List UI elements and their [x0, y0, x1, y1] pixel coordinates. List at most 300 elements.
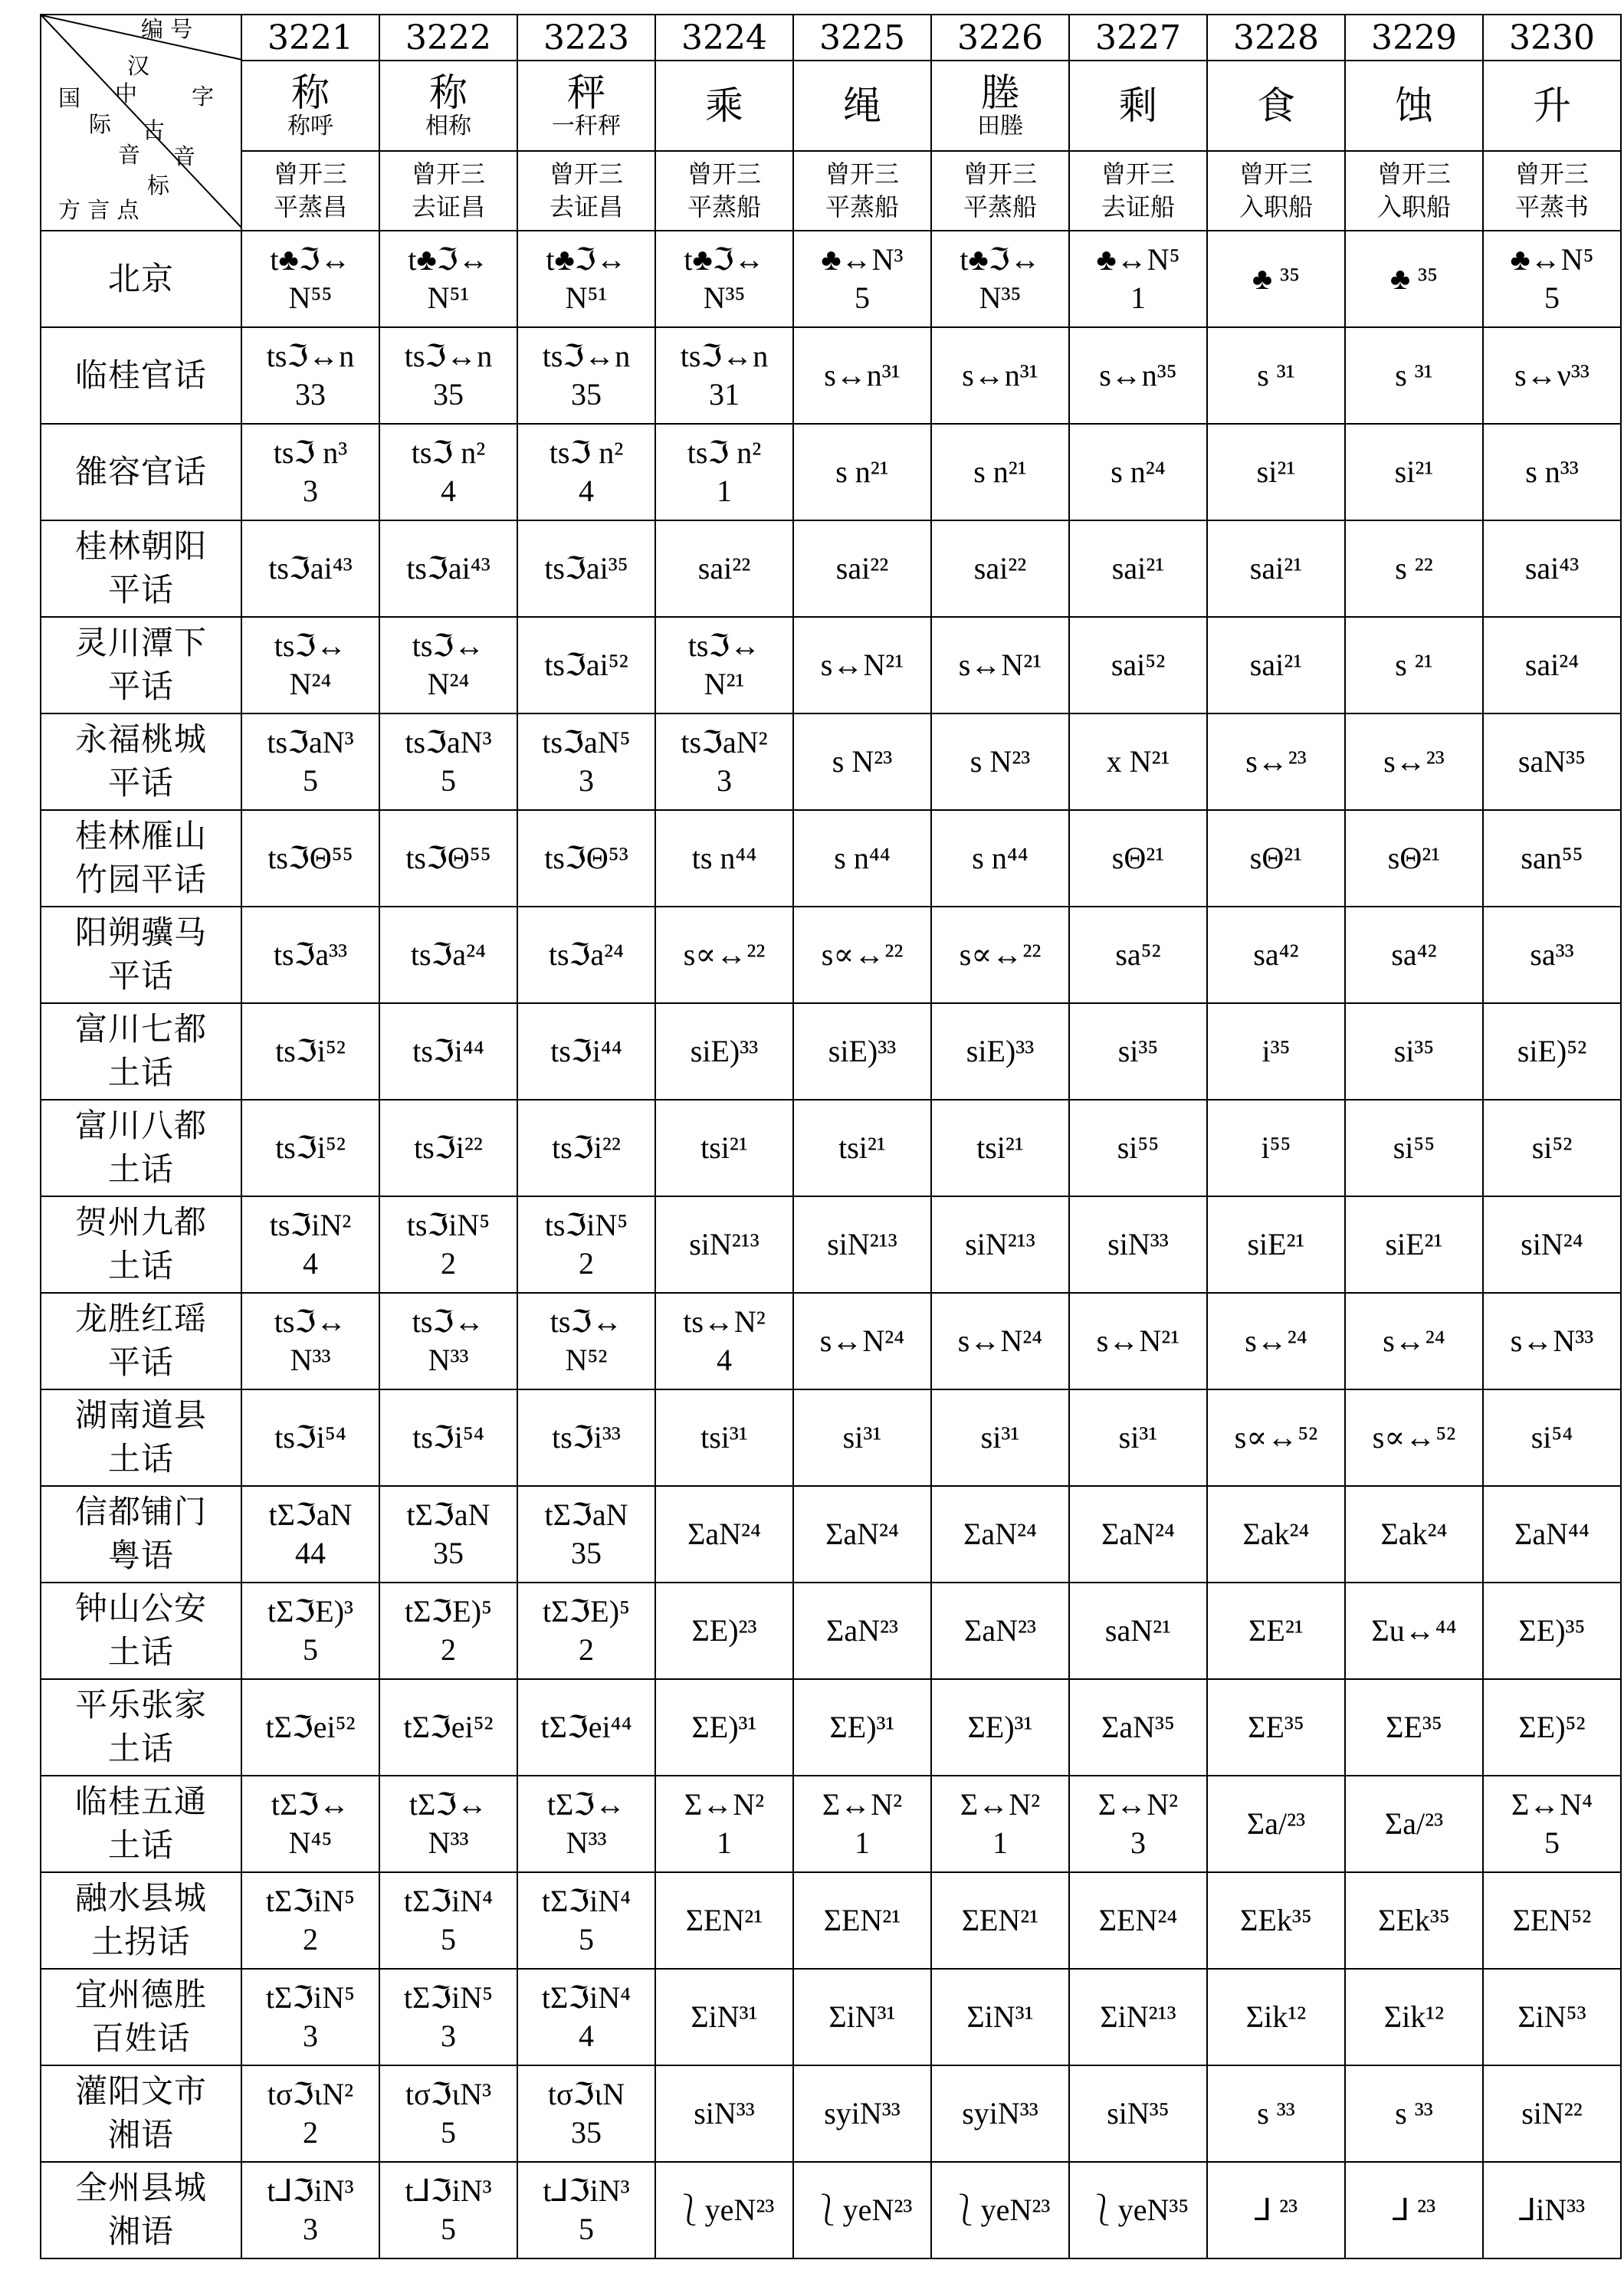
pronunciation-cell [655, 810, 793, 907]
pronunciation-cell [1069, 1872, 1207, 1969]
pronunciation-cell [655, 1969, 793, 2065]
pronunciation-cell [931, 1679, 1069, 1776]
pronunciation-line: tsℑiN⁵ [406, 1208, 490, 1242]
pronunciation-cell [1345, 810, 1483, 907]
pronunciation-line: ⎱yeN²³ [674, 2193, 775, 2227]
pronunciation-cell [931, 2065, 1069, 2162]
dialect-point [41, 1776, 241, 1872]
table-row [41, 1969, 1621, 2065]
dialect-point [41, 1679, 241, 1776]
column-number: 3225 [793, 15, 931, 61]
table-row [41, 810, 1621, 907]
pronunciation-line: tΣℑaN [406, 1497, 490, 1532]
table-row [41, 1293, 1621, 1389]
pronunciation-line: ΣaN²⁴ [687, 1517, 761, 1551]
dialect-point-line: 土话 [107, 1247, 174, 1284]
pronunciation-cell [379, 617, 517, 713]
middle-chinese-line: 去证昌 [549, 192, 623, 221]
pronunciation-cell [241, 1100, 379, 1196]
pronunciation-line: 3 [1130, 1825, 1146, 1860]
pronunciation-line: 5 [303, 1632, 318, 1667]
pronunciation-cell [1345, 1679, 1483, 1776]
pronunciation-line: tΣℑE)⁵ [543, 1594, 630, 1629]
column-character [931, 61, 1069, 151]
pronunciation-cell [793, 1389, 931, 1486]
pronunciation-line: 5 [579, 2212, 594, 2246]
label-guo: 国 [58, 85, 81, 111]
pronunciation-cell [655, 231, 793, 327]
pronunciation-line: 44 [295, 1536, 326, 1570]
pronunciation-line: Σ↔N² [684, 1787, 765, 1822]
pronunciation-line: tsℑi⁵² [275, 1034, 346, 1068]
character-example: 田塍 [977, 112, 1023, 139]
dialect-point [41, 907, 241, 1003]
pronunciation-line: ΣEk³⁵ [1378, 1903, 1450, 1937]
dialect-point-line: 土话 [107, 1633, 174, 1671]
dialect-point-line: 雒容官话 [74, 452, 207, 490]
pronunciation-line: tsℑi⁵⁴ [412, 1420, 484, 1455]
pronunciation-cell [241, 713, 379, 810]
pronunciation-line: tsℑiN⁵ [544, 1208, 628, 1242]
pronunciation-cell [931, 1389, 1069, 1486]
pronunciation-cell [379, 1196, 517, 1293]
dialect-point [41, 2162, 241, 2258]
dialect-point-line: 竹园平话 [74, 861, 207, 898]
pronunciation-line: si⁵⁴ [1530, 1420, 1573, 1455]
pronunciation-cell [1207, 1486, 1345, 1583]
pronunciation-line: t♣ℑ↔ [684, 242, 765, 277]
dialect-point-line: 土话 [107, 1440, 174, 1478]
pronunciation-cell [1069, 1583, 1207, 1679]
table-row [41, 907, 1621, 1003]
pronunciation-line: N³³ [428, 1343, 469, 1377]
pronunciation-line: N⁵¹ [565, 280, 608, 315]
pronunciation-cell [1483, 1969, 1621, 2065]
pronunciation-line: t♣ℑ↔ [270, 242, 351, 277]
column-character [1483, 61, 1621, 151]
middle-chinese-line: 平蒸昌 [273, 192, 347, 221]
pronunciation-line: 1 [717, 474, 732, 508]
pronunciation-line: s n²¹ [835, 454, 889, 489]
pronunciation-line: 33 [295, 377, 326, 412]
pronunciation-cell [1207, 1389, 1345, 1486]
dialect-point-line: 灵川潭下 [74, 624, 207, 662]
middle-chinese-line: 平蒸船 [825, 192, 899, 221]
pronunciation-line: tsℑa²⁴ [410, 937, 487, 972]
pronunciation-line: 4 [717, 1343, 732, 1377]
dialect-point-line: 湘语 [107, 2116, 174, 2153]
pronunciation-cell [1207, 713, 1345, 810]
pronunciation-line: 3 [303, 2019, 318, 2053]
dialect-point-line: 粤语 [107, 1537, 174, 1574]
pronunciation-cell [1483, 1872, 1621, 1969]
pronunciation-line: tsℑ↔n [542, 339, 631, 373]
table-row [41, 1776, 1621, 1872]
dialect-point [41, 231, 241, 327]
pronunciation-cell [517, 424, 655, 520]
pronunciation-cell [1345, 2065, 1483, 2162]
pronunciation-line: 3 [579, 763, 594, 798]
pronunciation-cell [1345, 1776, 1483, 1872]
dialect-point-line: 融水县城 [74, 1879, 207, 1917]
pronunciation-cell [241, 327, 379, 424]
pronunciation-line: s↔N²¹ [1096, 1324, 1180, 1358]
column-number: 3230 [1483, 15, 1621, 61]
pronunciation-cell [241, 1486, 379, 1583]
pronunciation-cell [1483, 1389, 1621, 1486]
pronunciation-cell [517, 2065, 655, 2162]
pronunciation-line: N⁴⁵ [288, 1825, 333, 1860]
column-number: 3222 [379, 15, 517, 61]
pronunciation-line: sΘ²¹ [1249, 841, 1303, 875]
pronunciation-cell [1483, 1776, 1621, 1872]
pronunciation-cell [379, 713, 517, 810]
pronunciation-cell [931, 1293, 1069, 1389]
pronunciation-line: tsℑi²² [414, 1130, 483, 1165]
pronunciation-cell [1207, 1293, 1345, 1389]
middle-chinese-line: 曾开三 [411, 159, 485, 189]
pronunciation-line: tΣℑiN⁵ [265, 1884, 356, 1918]
column-number: 3229 [1345, 15, 1483, 61]
pronunciation-line: s n²¹ [973, 454, 1027, 489]
pronunciation-cell [931, 1100, 1069, 1196]
table-row [41, 327, 1621, 424]
dialect-point-line: 桂林朝阳 [74, 527, 207, 566]
pronunciation-cell [517, 2162, 655, 2258]
column-middle-chinese [241, 151, 379, 231]
dialect-point-line: 临桂五通 [74, 1783, 207, 1821]
pronunciation-line: N²¹ [704, 667, 745, 701]
pronunciation-cell [655, 1872, 793, 1969]
pronunciation-cell [1345, 2162, 1483, 2258]
pronunciation-cell [517, 713, 655, 810]
pronunciation-line: Σ↔N² [1097, 1787, 1179, 1822]
table-row [41, 2162, 1621, 2258]
pronunciation-cell [793, 907, 931, 1003]
middle-chinese-line: 去证船 [1101, 192, 1175, 221]
pronunciation-cell [1207, 231, 1345, 327]
pronunciation-cell [1207, 327, 1345, 424]
pronunciation-line: ΣEN²¹ [961, 1903, 1039, 1937]
pronunciation-cell [1069, 1196, 1207, 1293]
pronunciation-line: s ³³ [1257, 2096, 1295, 2130]
column-character [241, 61, 379, 151]
pronunciation-cell [1207, 810, 1345, 907]
pronunciation-line: siN³³ [694, 2096, 755, 2130]
column-middle-chinese [1069, 151, 1207, 231]
pronunciation-line: ΣEN²⁴ [1098, 1903, 1178, 1937]
pronunciation-line: sai⁵² [1111, 648, 1166, 682]
pronunciation-line: 5 [1544, 280, 1560, 315]
pronunciation-line: N⁵⁵ [288, 280, 333, 315]
column-middle-chinese [1483, 151, 1621, 231]
dialect-point-line: 龙胜红瑶 [74, 1300, 207, 1338]
pronunciation-cell [793, 2065, 931, 2162]
pronunciation-line: tsi²¹ [838, 1130, 886, 1165]
pronunciation-line: N²⁴ [427, 667, 470, 701]
column-number: 3223 [517, 15, 655, 61]
pronunciation-line: si³⁵ [1117, 1034, 1159, 1068]
pronunciation-cell [655, 424, 793, 520]
pronunciation-line: s↔n³¹ [962, 358, 1038, 392]
pronunciation-cell [1207, 1872, 1345, 1969]
pronunciation-line: tsi³¹ [700, 1420, 748, 1455]
pronunciation-cell [241, 1679, 379, 1776]
pronunciation-line: Σu↔⁴⁴ [1371, 1613, 1457, 1648]
label-number: 编 号 [141, 16, 193, 42]
character: 乘 [705, 83, 743, 128]
character-example: 一秆秤 [552, 112, 621, 139]
column-middle-chinese [517, 151, 655, 231]
pronunciation-line: ΣiN³¹ [828, 1999, 896, 2034]
dialect-point-line: 土话 [107, 1730, 174, 1767]
pronunciation-line: tsℑΘ⁵⁵ [405, 841, 491, 875]
dialect-point-line: 湘语 [107, 2212, 174, 2250]
pronunciation-cell [517, 231, 655, 327]
middle-chinese-line: 曾开三 [1514, 159, 1589, 189]
dialect-point-line: 贺州九都 [74, 1203, 207, 1242]
pronunciation-line: Σak²⁴ [1380, 1517, 1448, 1551]
pronunciation-cell [793, 424, 931, 520]
pronunciation-cell [1345, 1293, 1483, 1389]
pronunciation-cell [655, 1389, 793, 1486]
pronunciation-cell [517, 1486, 655, 1583]
pronunciation-cell [379, 424, 517, 520]
pronunciation-line: N³⁵ [703, 280, 746, 315]
pronunciation-cell [1069, 810, 1207, 907]
pronunciation-cell [517, 1293, 655, 1389]
character: 升 [1533, 83, 1571, 128]
pronunciation-line: N⁵² [565, 1343, 608, 1377]
pronunciation-line: i⁵⁵ [1261, 1130, 1291, 1165]
label-gu: 古 [143, 117, 166, 143]
pronunciation-cell [517, 907, 655, 1003]
pronunciation-line: s∝↔²² [821, 937, 904, 972]
character-example: 相称 [425, 112, 471, 139]
pronunciation-cell [1483, 1583, 1621, 1679]
pronunciation-line: N³³ [428, 1825, 469, 1860]
pronunciation-cell [931, 231, 1069, 327]
pronunciation-line: 5 [441, 2212, 456, 2246]
dialect-point [41, 1969, 241, 2065]
pronunciation-cell [517, 1969, 655, 2065]
pronunciation-line: s↔n³¹ [824, 358, 901, 392]
middle-chinese-line: 曾开三 [1239, 159, 1313, 189]
pronunciation-line: tsℑ↔ [274, 628, 347, 663]
table-row [41, 1389, 1621, 1486]
pronunciation-line: s↔n³⁵ [1099, 358, 1177, 392]
pronunciation-cell [1207, 520, 1345, 617]
pronunciation-line: 35 [433, 1536, 464, 1570]
pronunciation-cell [931, 1486, 1069, 1583]
pronunciation-line: siE)⁵² [1517, 1034, 1587, 1068]
pronunciation-line: s↔N²¹ [820, 648, 904, 682]
pronunciation-line: tsℑ n³ [273, 435, 348, 470]
pronunciation-line: N⁵¹ [427, 280, 470, 315]
pronunciation-cell [379, 907, 517, 1003]
pronunciation-line: san⁵⁵ [1521, 841, 1583, 875]
table-row [41, 2065, 1621, 2162]
pronunciation-cell [1483, 424, 1621, 520]
dialect-point-line: 临桂官话 [74, 356, 207, 394]
pronunciation-cell [1345, 520, 1483, 617]
pronunciation-cell [931, 713, 1069, 810]
pronunciation-cell [379, 1100, 517, 1196]
pronunciation-line: ΣiN²¹³ [1100, 1999, 1176, 2034]
pronunciation-line: ♣↔N³ [821, 242, 904, 277]
pronunciation-cell [931, 1872, 1069, 1969]
pronunciation-line: s∝↔²² [683, 937, 766, 972]
dialect-point-line: 土话 [107, 1150, 174, 1188]
pronunciation-line: N³³ [290, 1343, 331, 1377]
pronunciation-cell [931, 2162, 1069, 2258]
pronunciation-line: 5 [303, 763, 318, 798]
pronunciation-line: tsℑai⁴³ [268, 551, 353, 586]
pronunciation-cell [655, 2065, 793, 2162]
pronunciation-cell [1483, 231, 1621, 327]
pronunciation-line: ΣiN⁵³ [1517, 1999, 1586, 2034]
pronunciation-cell [655, 1100, 793, 1196]
pronunciation-cell [379, 1969, 517, 2065]
pronunciation-cell [1069, 1389, 1207, 1486]
middle-chinese-line: 曾开三 [1376, 159, 1451, 189]
pronunciation-line: siE)³³ [690, 1034, 759, 1068]
pronunciation-cell [1069, 2162, 1207, 2258]
dialect-point-line: 桂林雁山 [74, 817, 207, 855]
pronunciation-cell [1207, 1969, 1345, 2065]
pronunciation-line: tσℑιN [547, 2077, 625, 2111]
middle-chinese-line: 去证昌 [411, 192, 485, 221]
pronunciation-line: 5 [579, 1922, 594, 1957]
middle-chinese-line: 平蒸船 [687, 192, 761, 221]
pronunciation-cell [1483, 1196, 1621, 1293]
pronunciation-line: tsℑi⁴⁴ [412, 1034, 484, 1068]
pronunciation-cell [1069, 1100, 1207, 1196]
pronunciation-line: ΣiN³¹ [966, 1999, 1034, 2034]
pronunciation-cell [655, 1583, 793, 1679]
pronunciation-cell [1069, 424, 1207, 520]
pronunciation-cell [655, 907, 793, 1003]
dialect-point-line: 平话 [107, 1343, 174, 1381]
table-row [41, 713, 1621, 810]
middle-chinese-line: 入职船 [1376, 192, 1451, 221]
pronunciation-cell [655, 617, 793, 713]
pronunciation-line: s↔²⁴ [1383, 1324, 1445, 1358]
pronunciation-line: 1 [717, 1825, 732, 1860]
pronunciation-line: ⎱yeN²³ [812, 2193, 913, 2227]
pronunciation-cell [1483, 520, 1621, 617]
pronunciation-line: ΣaN⁴⁴ [1514, 1517, 1590, 1551]
dialect-point [41, 1196, 241, 1293]
pronunciation-cell [241, 1389, 379, 1486]
pronunciation-line: tsℑiN² [269, 1208, 352, 1242]
pronunciation-line: tΣℑiN⁴ [541, 1980, 632, 2015]
pronunciation-line: ♣↔N⁵ [1096, 242, 1180, 277]
pronunciation-cell [517, 1872, 655, 1969]
column-character [1345, 61, 1483, 151]
pronunciation-cell [931, 424, 1069, 520]
column-character [793, 61, 931, 151]
pronunciation-line: 35 [571, 377, 602, 412]
pronunciation-line: siN²⁴ [1521, 1227, 1583, 1261]
pronunciation-line: s n⁴⁴ [972, 841, 1029, 875]
pronunciation-line: siE)³³ [966, 1034, 1035, 1068]
pronunciation-line: ⎱yeN²³ [950, 2193, 1051, 2227]
pronunciation-line: t⅃ℑiN³ [267, 2173, 354, 2208]
pronunciation-cell [793, 1100, 931, 1196]
pronunciation-line: ΣE³⁵ [1386, 1710, 1442, 1744]
pronunciation-cell [931, 1196, 1069, 1293]
pronunciation-line: tsℑai⁵² [544, 648, 628, 682]
pronunciation-cell [793, 1486, 931, 1583]
table-row [41, 617, 1621, 713]
pronunciation-cell [793, 1196, 931, 1293]
middle-chinese-line: 曾开三 [963, 159, 1037, 189]
character-example: 称呼 [287, 112, 333, 139]
column-number: 3221 [241, 15, 379, 61]
dialect-point [41, 713, 241, 810]
middle-chinese-line: 平蒸书 [1514, 192, 1589, 221]
pronunciation-cell [379, 1293, 517, 1389]
pronunciation-line: tsi²¹ [700, 1130, 748, 1165]
pronunciation-cell [1207, 1100, 1345, 1196]
pronunciation-cell [517, 1679, 655, 1776]
pronunciation-line: sai²¹ [1249, 551, 1303, 586]
pronunciation-line: 4 [441, 474, 456, 508]
pronunciation-line: sai²² [835, 551, 889, 586]
character: 食 [1257, 83, 1295, 128]
column-number: 3226 [931, 15, 1069, 61]
dialect-point [41, 1293, 241, 1389]
header-char-row [41, 61, 1621, 151]
pronunciation-line: sai⁴³ [1524, 551, 1580, 586]
pronunciation-cell [655, 327, 793, 424]
pronunciation-cell [1483, 327, 1621, 424]
pronunciation-cell [1483, 713, 1621, 810]
character: 剩 [1119, 83, 1157, 128]
table-row [41, 231, 1621, 327]
pronunciation-line: 3 [717, 763, 732, 798]
pronunciation-line: s↔N²⁴ [957, 1324, 1043, 1358]
pronunciation-cell [1483, 907, 1621, 1003]
dialect-point [41, 810, 241, 907]
dialect-point-line: 百姓话 [91, 2019, 191, 2057]
middle-chinese-line: 曾开三 [687, 159, 761, 189]
pronunciation-cell [1345, 1003, 1483, 1100]
table-row [41, 1872, 1621, 1969]
table-row [41, 1583, 1621, 1679]
pronunciation-cell [1483, 2065, 1621, 2162]
pronunciation-cell [1483, 2162, 1621, 2258]
pronunciation-cell [379, 2162, 517, 2258]
column-character [1069, 61, 1207, 151]
table-row [41, 1196, 1621, 1293]
pronunciation-line: s n³³ [1525, 454, 1579, 489]
dialect-point-line: 平话 [107, 571, 174, 608]
pronunciation-line: tsℑaN⁵ [542, 725, 631, 759]
pronunciation-line: s↔N²⁴ [819, 1324, 905, 1358]
pronunciation-line: 4 [303, 1246, 318, 1281]
pronunciation-line: Σik¹² [1383, 1999, 1445, 2034]
pronunciation-line: tsℑ↔n [404, 339, 493, 373]
pronunciation-line: ΣaN²⁴ [1101, 1517, 1175, 1551]
column-number: 3227 [1069, 15, 1207, 61]
pronunciation-line: Σa/²³ [1384, 1806, 1444, 1841]
label-char: 字 [192, 84, 215, 110]
pronunciation-line: siN²¹³ [689, 1227, 760, 1261]
pronunciation-line: ⎱yeN³⁵ [1087, 2193, 1189, 2227]
pronunciation-cell [1069, 1969, 1207, 2065]
